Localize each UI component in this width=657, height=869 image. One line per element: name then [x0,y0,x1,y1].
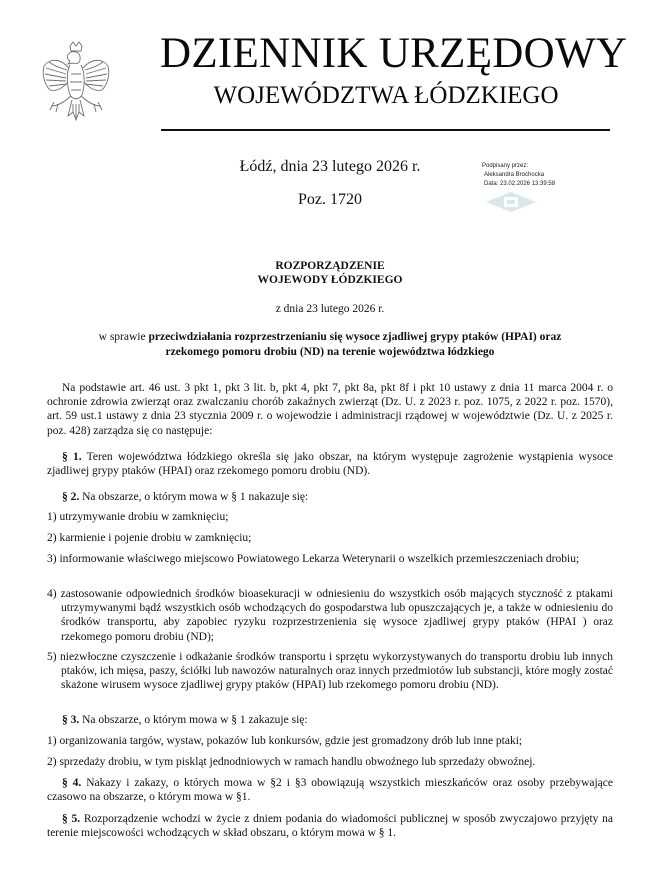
journal-subtitle: WOJEWÓDZTWA ŁÓDZKIEGO [213,82,559,109]
preamble [47,381,613,438]
section-2 [47,490,613,504]
section-2-item-5 [47,650,613,693]
position-number: Poz. 1720 [298,191,362,208]
section-3-item-1 [47,734,613,748]
e-signature-stamp-icon [484,191,538,213]
section-5 [47,812,613,840]
section-5-label: § 5. [62,813,81,825]
act-subject [85,330,575,360]
signer-name: Aleksandra Brochocka [484,172,545,178]
list-item: 1) organizowania targów, wystaw, pokazów lub konkursów, gdzie jest gromadzony drób lub inne ptaki; [47,735,523,747]
section-2-item-1 [47,510,613,524]
section-1-label: § 1. [62,451,82,463]
journal-title: DZIENNIK URZĘDOWY [160,30,628,77]
list-item: 2) karmienie i pojenie drobiu w zamknięciu; [47,532,252,544]
section-3-label: § 3. [62,714,80,726]
list-item: 4) zastosowanie odpowiednich środków bioasekuracji w odniesieniu do wszystkich osób mających styczność z ptakami utrzymywanymi bądź wszystkich osób wchodzących do gospodarstwa lub opuszczających je, a także w odniesieniu do środków transportu, aby zapobiec ryzyku rozprzestrzenienia się wysoce zjadliwej grypy ptaków (HPAI ) oraz rzekomego pomoru drobiu (ND); [47,588,613,643]
signature-date: Data: 23.02.2026 13:39:58 [484,181,556,187]
list-item: 1) utrzymywanie drobiu w zamknięciu; [47,511,229,523]
masthead-divider [161,129,610,131]
section-3 [47,713,613,727]
section-1-text: Teren województwa łódzkiego określa się jako obszar, na którym występuje zagrożenie wystąpienia wysoce zjadliwej grypy ptaków (HPAI) oraz rzekomego pomoru drobiu (ND). [47,451,613,478]
section-5-text: Rozporządzenie wchodzi w życie z dniem podania do wiadomości publicznej w sposób zwyczajowo przyjęty na terenie miejscowości wchodzących w skład obszaru, o którym mowa w § 1. [47,813,614,840]
act-subject-prefix: w sprawie [98,331,149,343]
act-authority: WOJEWODY ŁÓDZKIEGO [257,274,403,286]
section-3-item-2 [47,755,613,769]
section-4 [47,776,613,804]
preamble-text: Na podstawie art. 46 ust. 3 pkt 1, pkt 3 lit. b, pkt 4, pkt 7, pkt 8a, pkt 8f i pkt 10 ustawy z dnia 11 marca 2004 r. o ochronie zdrowia zwierząt oraz zwalczaniu chorób zakaźnych zwierząt (Dz. U. z 2023 r. poz. 1075, z 2022 r. poz. 1570), art. 59 ust.1 ustawy z dnia 23 stycznia 2009 r. o wojewodzie i administracji rządowej w województwie (Dz. U. z 2025 r. poz. 428) zarządza się co następuje: [47,382,613,437]
section-2-label: § 2. [62,491,80,503]
section-2-text: Na obszarze, o którym mowa w § 1 nakazuje się: [79,491,309,503]
act-subject-title: przeciwdziałania rozprzestrzenianiu się wysoce zjadliwej grypy ptaków (HPAI) oraz rzekomego pomoru drobiu (ND) na terenie województwa łódzkiego [148,331,562,358]
digital-signature-block [482,162,592,189]
section-3-text: Na obszarze, o którym mowa w § 1 zakazuje się: [79,714,308,726]
section-2-item-4 [47,587,613,644]
place-and-date: Łódź, dnia 23 lutego 2026 r. [239,158,421,175]
section-1 [47,450,613,478]
list-item: 2) sprzedaży drobiu, w tym piskląt jednodniowych w ramach handlu obwoźnego lub sprzedaży obwoźnej. [47,756,536,768]
list-item: 3) informowanie właściwego miejscowo Powiatowego Lekarza Weterynarii o wszelkich przemieszczeniach drobiu; [47,553,580,565]
section-2-item-2 [47,531,613,545]
section-2-item-3 [47,552,613,566]
list-item: 5) niezwłoczne czyszczenie i odkażanie środków transportu i sprzętu wykorzystywanych do transportu drobiu lub innych ptaków, ich mięsa, paszy, ściółki lub nawozów naturalnych oraz innych przedmiotów lub substancji, które mogły zostać skażone wirusem wysoce zjadliwej grypy ptaków (HPAI) lub rzekomego pomoru drobiu (ND). [47,651,613,692]
act-date: z dnia 23 lutego 2026 r. [275,303,385,315]
eagle-emblem-icon [40,40,112,135]
act-type: ROZPORZĄDZENIE [275,260,385,272]
section-4-text: Nakazy i zakazy, o których mowa w §2 i §3 obowiązują wszystkich mieszkańców oraz osoby przebywające czasowo na obszarze, o którym mowa w §1. [47,777,613,804]
signature-label: Podpisany przez: [482,163,529,169]
section-4-label: § 4. [62,777,82,789]
